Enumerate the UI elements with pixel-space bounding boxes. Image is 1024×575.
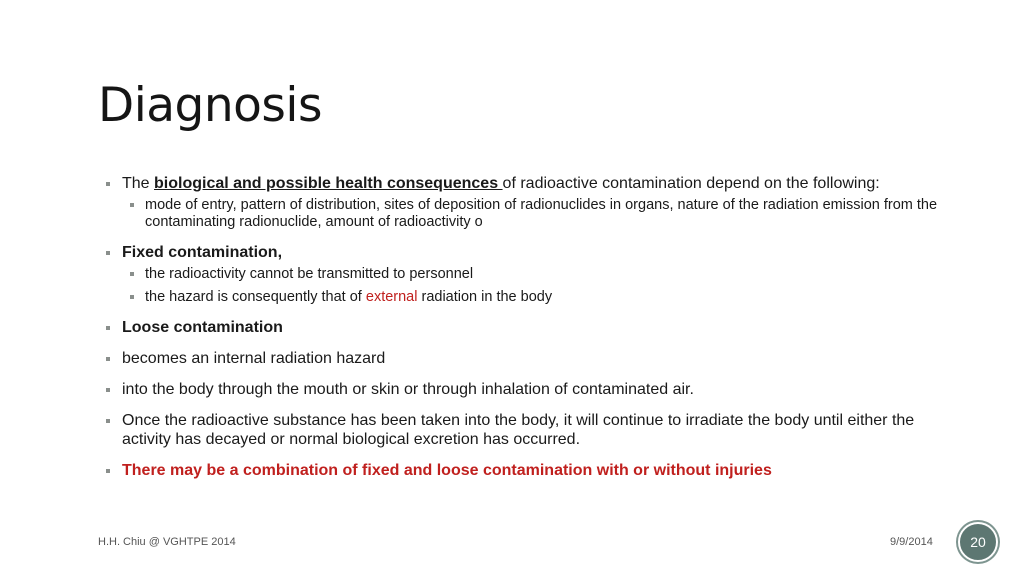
sub-bullet-external-hazard [128,289,954,306]
slide-title: Diagnosis [98,78,322,133]
bullet-internal-hazard [104,349,954,368]
sub-bullet-text: mode of entry, pattern of distribution, sites of deposition of radionuclides in organs, nature of the radiation emission from the contaminating radionuclide, amount of radioactivity o [145,197,938,230]
sub-bullet-text-emphasis: external [365,289,418,305]
bullet-irradiation [104,411,954,449]
sub-bullet-factors [128,197,954,231]
bullet-consequences [104,174,954,193]
footer-date: 9/9/2014 [890,536,933,548]
bullet-entry-routes [104,380,954,399]
bullet-text-emphasis: biological and possible health consequences [154,175,503,192]
bullet-loose-contamination [104,318,954,337]
bullet-marker [106,251,110,255]
sub-list-fixed [104,266,954,306]
sub-list-consequences [104,197,954,231]
bullet-marker [106,326,110,330]
bullet-marker [106,469,110,473]
bullet-marker [106,388,110,392]
bullet-marker [106,182,110,186]
bullet-fixed-contamination [104,243,954,262]
bullet-text-post: of radioactive contamination depend on the following: [502,175,880,192]
bullet-text: Once the radioactive substance has been taken into the body, it will continue to irradiate the body until either the activity has decayed or normal biological excretion has occurred. [122,412,915,448]
sub-bullet-text-post: radiation in the body [417,289,553,305]
bullet-marker [130,295,134,299]
bullet-group-consequences [104,174,954,231]
bullet-text: becomes an internal radiation hazard [122,350,386,367]
bullet-text: Loose contamination [122,319,283,336]
sub-bullet-text: the radioactivity cannot be transmitted to personnel [145,266,474,282]
bullet-marker [106,357,110,361]
bullet-marker [130,272,134,276]
bullet-text-pre: The [122,175,155,192]
bullet-text: Fixed contamination, [122,244,283,261]
bullet-text: into the body through the mouth or skin or through inhalation of contaminated air. [122,381,694,398]
footer-author: H.H. Chiu @ VGHTPE 2014 [98,536,236,548]
bullet-combination [104,461,954,480]
sub-bullet-text-pre: the hazard is consequently that of [145,289,366,305]
bullet-group-fixed [104,243,954,306]
page-number-badge: 20 [958,522,998,562]
bullet-marker [106,419,110,423]
sub-bullet-not-transmitted [128,266,954,283]
bullet-text: There may be a combination of fixed and loose contamination with or without injuries [122,462,772,479]
bullet-marker [130,203,134,207]
slide-content [104,174,954,492]
